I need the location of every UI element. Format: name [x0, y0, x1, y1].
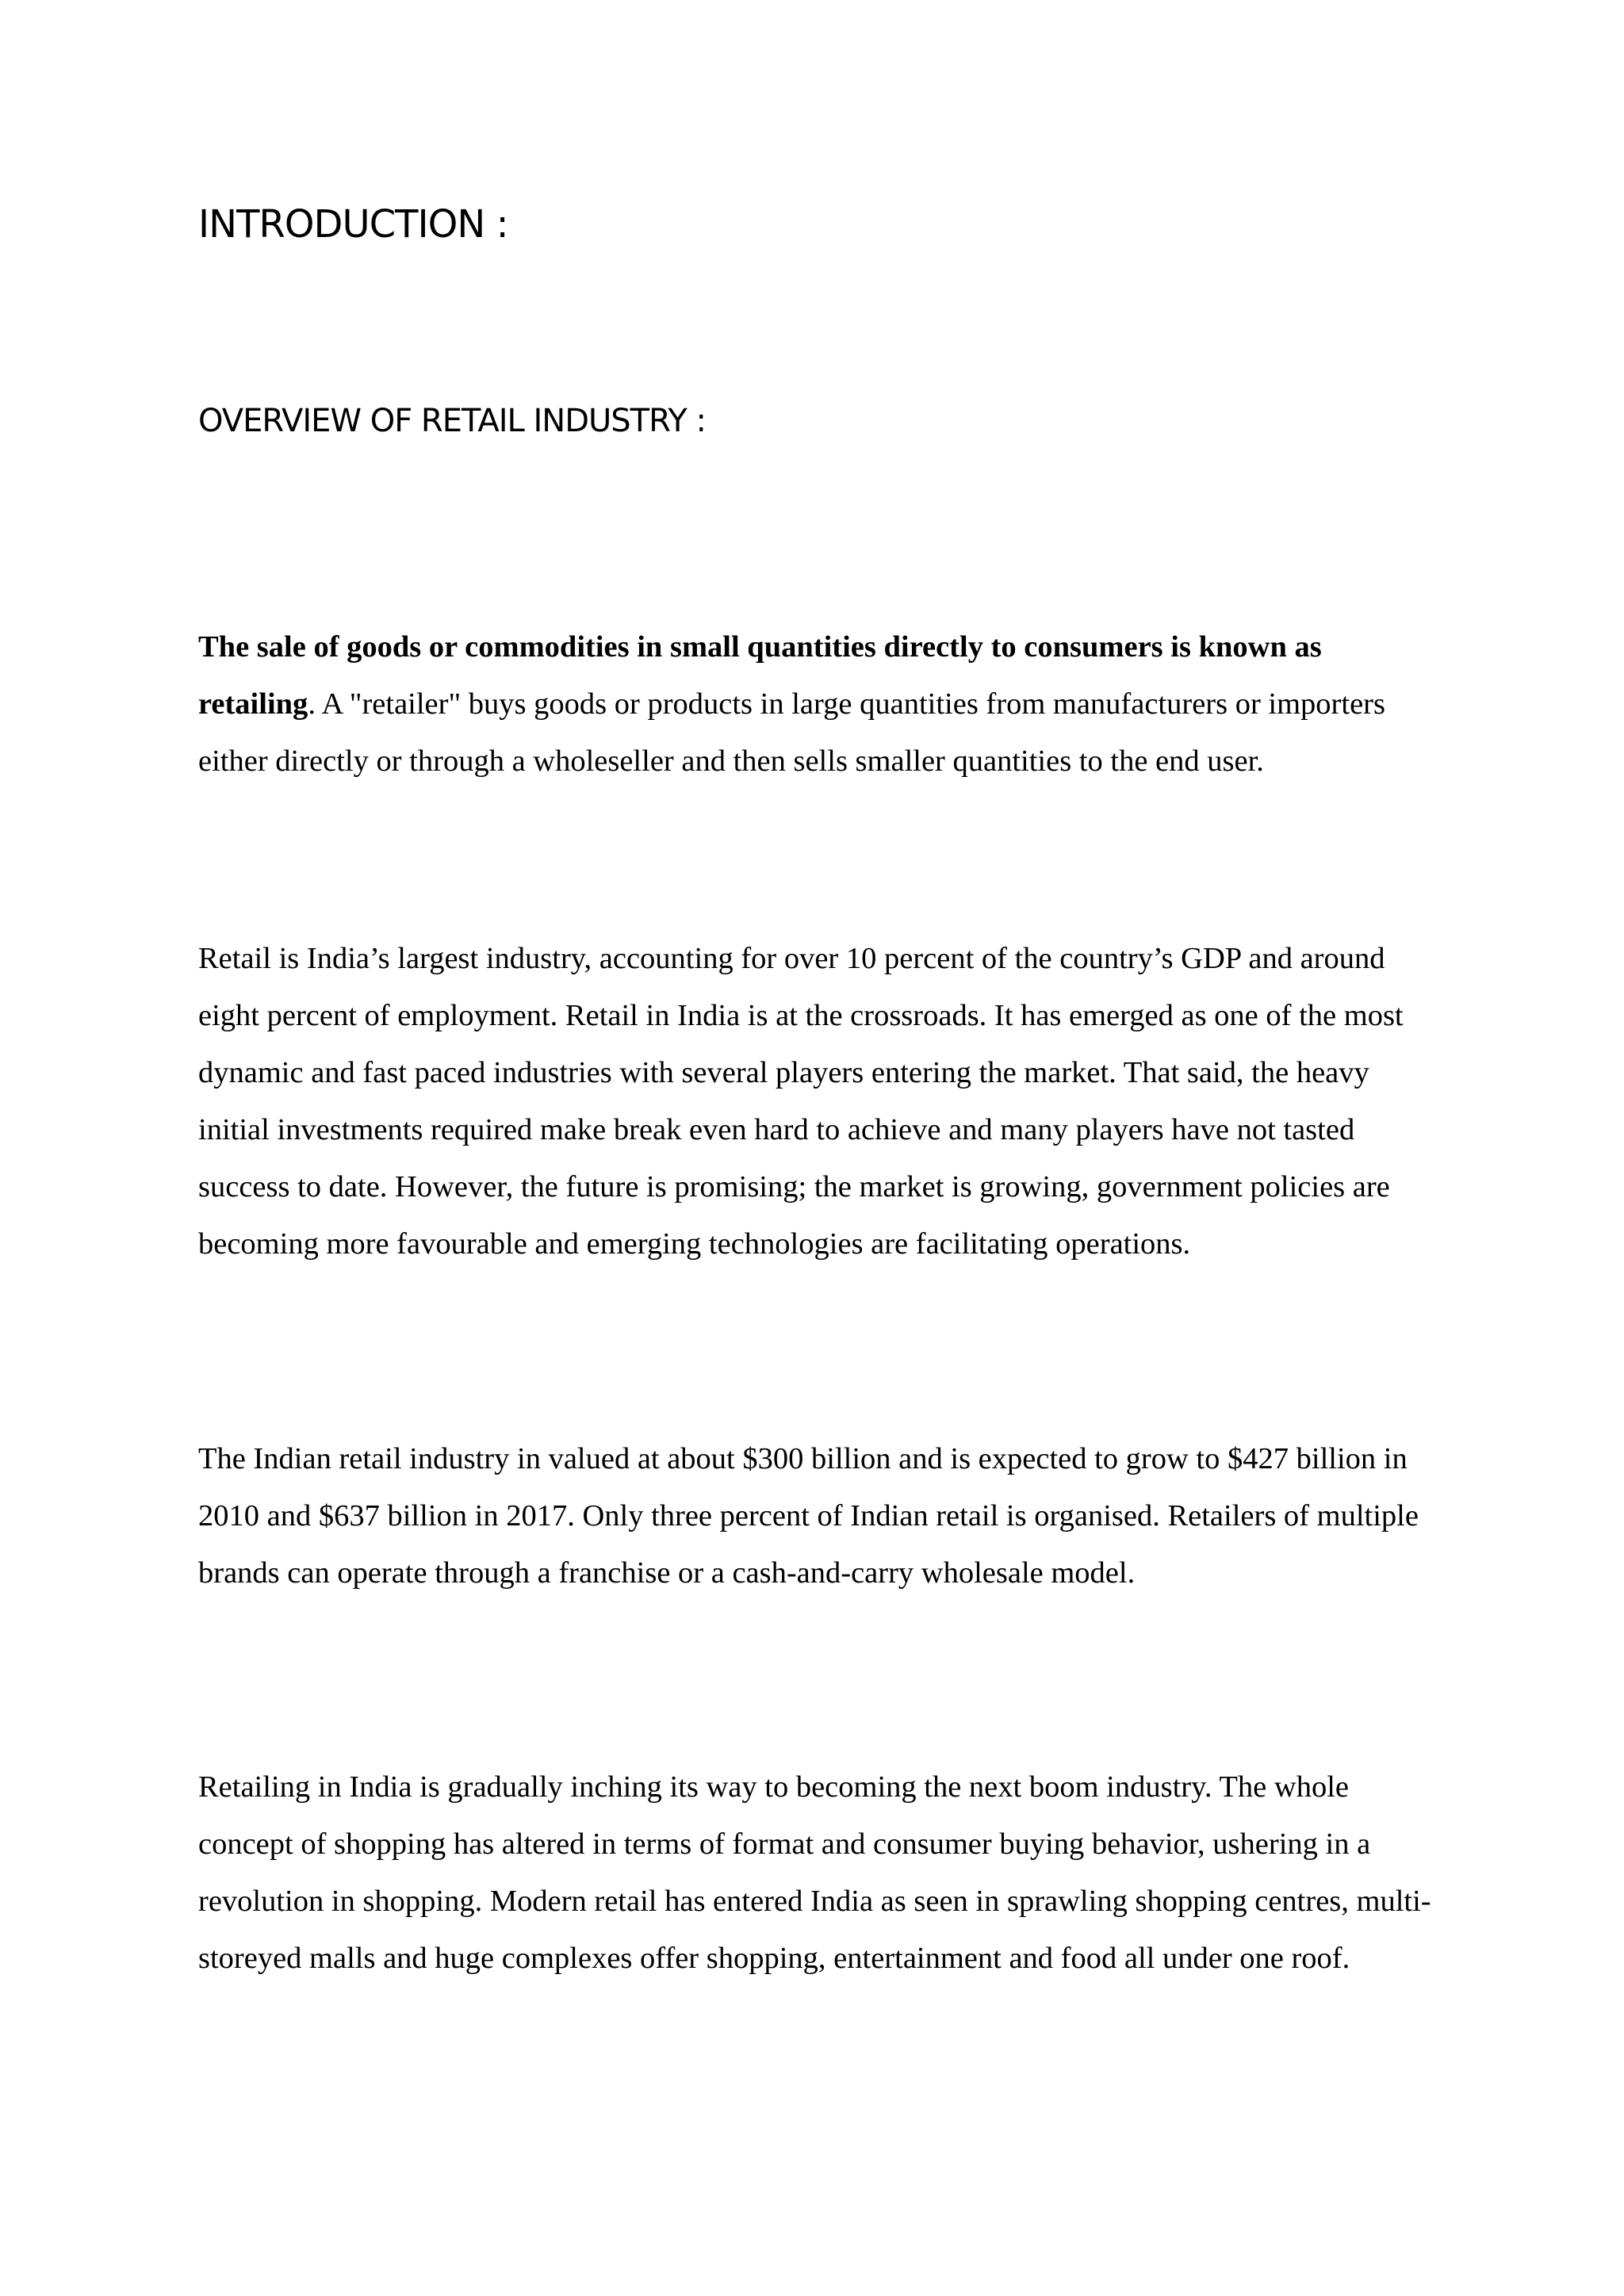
- paragraph-retailing-definition: [198, 618, 1435, 790]
- paragraph-india-retail: Retail is India’s largest industry, accounting for over 10 percent of the country’s GDP and around eight percent of employment. Retail in India is at the crossroads. It has emerged as one of the most dynamic and fast paced industries with several players entering the market. That said, the heavy initial investments required make break even hard to achieve and many players have not tasted success to date. However, the future is promising; the market is growing, government policies are becoming more favourable and emerging technologies are facilitating operations.: [198, 942, 1404, 1261]
- paragraph-retail-valuation: The Indian retail industry in valued at about $300 billion and is expected to grow to $427 billion in 2010 and $637 billion in 2017. Only three percent of Indian retail is organised. Retailers of multiple brands can operate through a franchise or a cash-and-carry wholesale model.: [198, 1442, 1419, 1590]
- introduction-heading: INTRODUCTION :: [198, 202, 508, 247]
- paragraph-modern-retail: Retailing in India is gradually inching its way to becoming the next boom industry. The whole concept of shopping has altered in terms of format and consumer buying behavior, ushering in a revolution in shopping. Modern retail has entered India as seen in sprawling shopping centres, multi-storeyed malls and huge complexes offer shopping, entertainment and food all under one roof.: [198, 1770, 1431, 1975]
- overview-heading: OVERVIEW OF RETAIL INDUSTRY :: [198, 403, 706, 439]
- retailing-definition-text: . A "retailer" buys goods or products in large quantities from manufacturers or importers either directly or through a wholeseller and then sells smaller quantities to the end user.: [198, 687, 1385, 778]
- retailing-definition-bold: The sale of goods or commodities in small quantities directly to consumers is known as retailing: [198, 630, 1322, 721]
